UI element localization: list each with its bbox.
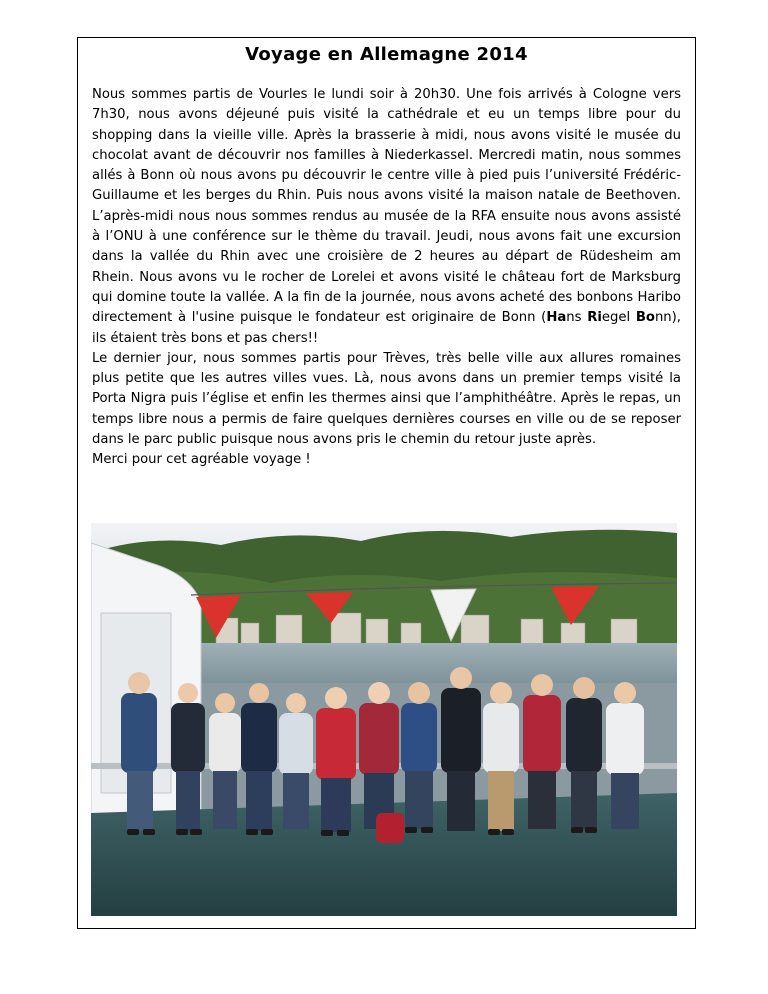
paragraph-journey [92, 85, 681, 349]
haribo-acronym-nn: nn [654, 310, 672, 326]
paragraph-last-day: Le dernier jour, nous sommes partis pour Trèves, très belle ville aux allures romaines plus petite que les autres villes vues. Là, nous avons dans un premier temps visité la Porta Nigra puis l’église et enfin les thermes ainsi que l’amphithéâtre. Après le repas, un temps libre nous a permis de faire quelques dernières courses en ville ou de se reposer dans le parc public puisque nous avons pris le chemin du retour juste après. [92, 350, 681, 448]
group-photo [91, 523, 677, 916]
haribo-acronym-egel: egel [601, 310, 636, 326]
document-body [92, 85, 681, 471]
document-title: Voyage en Allemagne 2014 [245, 44, 528, 65]
bag [376, 813, 404, 843]
paragraph-thanks: Merci pour cet agréable voyage ! [92, 452, 311, 468]
haribo-acronym-ri: Ri [587, 310, 602, 326]
haribo-acronym-h: Ha [546, 310, 567, 326]
group-photo-illustration [91, 523, 677, 916]
haribo-acronym-bo: Bo [635, 310, 655, 326]
paragraph-journey-end: ), ils étaient très bons et pas chers!! [92, 310, 681, 346]
document-page [77, 37, 696, 929]
haribo-acronym-ns: ns [566, 310, 588, 326]
paragraph-journey-text: Nous sommes partis de Vourles le lundi soir à 20h30. Une fois arrivés à Cologne vers 7h30, nous avons déjeuné puis visité la cathédrale et eu un temps libre pour du shopping dans la vieille ville. Après la brasserie à midi, nous avons visité le musée du chocolat avant de découvrir nos familles à Niederkassel. Mercredi matin, nous sommes allés à Bonn où nous avons pu découvrir le centre ville à pied puis l’université Frédéric-Guillaume et les berges du Rhin. Puis nous avons visité la maison natale de Beethoven. L’après-midi nous nous sommes rendus au musée de la RFA ensuite nous avons assisté à l’ONU à une conférence sur le thème du travail. Jeudi, nous avons fait une excursion dans la vallée du Rhin avec une croisière de 2 heures au départ de Rüdesheim am Rhein. Nous avons vu le rocher de Lorelei et avons visité le château fort de Marksburg qui domine toute la vallée. A la fin de la journée, nous avons acheté des bonbons Haribo directement à l'usine puisque le fondateur est originaire de Bonn ( [92, 87, 681, 326]
